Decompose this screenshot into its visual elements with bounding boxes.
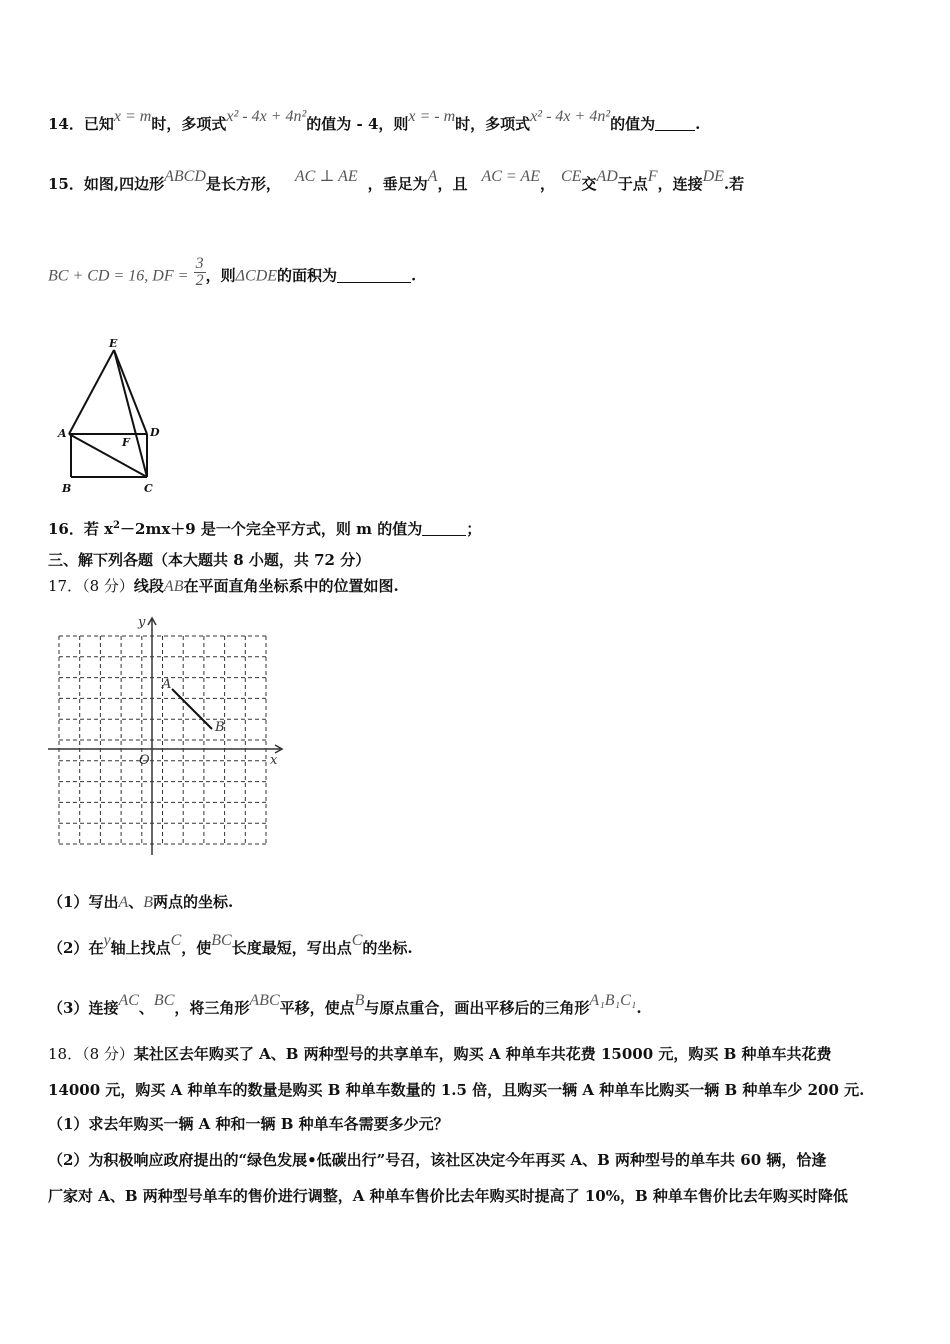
point-label-f: F: [122, 436, 130, 449]
q15-text: 的面积为: [277, 266, 338, 285]
q17-text: 、: [128, 893, 144, 911]
q18-score: （8 分）: [82, 1045, 134, 1063]
q17-text: 连接: [88, 999, 119, 1017]
q17-score: （8 分）: [82, 577, 134, 595]
q17-text: 在: [88, 939, 104, 957]
q17-math-ab: AB: [163, 578, 184, 595]
fraction-numerator: 3: [195, 255, 204, 272]
segment-ea: [69, 350, 114, 434]
q15-math-ac-eq-ae: AC = AE: [481, 168, 540, 185]
q17-text: 线段: [133, 577, 164, 595]
q17-math: C: [170, 932, 182, 949]
q17-math: y: [103, 932, 111, 949]
q14-text: 的值为 - 4，则: [306, 115, 409, 133]
q17-text: 的坐标.: [362, 939, 413, 957]
question-17: [48, 576, 399, 597]
q17-math: C: [351, 932, 363, 949]
q17-text: .: [636, 999, 642, 1017]
q17-math: A: [118, 894, 129, 911]
q17-text: 在平面直角坐标系中的位置如图.: [183, 577, 399, 595]
question-15-cont: [48, 255, 417, 293]
q15-fraction: [194, 256, 206, 289]
q17-text: 平移，使点: [279, 999, 355, 1017]
question-17-part-2: [48, 932, 413, 959]
q14-text: 已知: [83, 115, 114, 133]
q15-text: 交: [581, 175, 597, 193]
fraction-denominator: 2: [195, 272, 204, 289]
point-label-b: B: [215, 720, 225, 735]
part-label: （2）: [48, 939, 89, 957]
q14-math-x-eq-m: x = m: [113, 108, 152, 125]
segment-ec: [114, 350, 147, 477]
point-label-c: C: [144, 482, 153, 495]
q15-text: 如图,四边形: [83, 175, 165, 193]
point-label-d: D: [150, 426, 160, 439]
q15-text: ，连接: [657, 175, 703, 193]
q15-math-ad: AD: [596, 168, 618, 185]
q15-text: .若: [723, 175, 745, 193]
question-15: [48, 168, 745, 195]
q14-text: 时，多项式: [455, 115, 531, 133]
figure-15-geometry: [52, 332, 172, 497]
q16-number: 16．: [48, 520, 84, 538]
point-label-a: A: [58, 427, 67, 440]
answer-blank: [655, 116, 695, 131]
q15-text: ，且: [437, 175, 468, 193]
q16-text: －2mx＋9 是一个完全平方式，则 m 的值为: [120, 520, 423, 538]
point-label-e: E: [109, 337, 118, 350]
question-17-part-1: [48, 892, 233, 913]
q17-math: A₁B₁C₁: [589, 992, 637, 1009]
q15-text: 是长方形，: [205, 175, 281, 193]
q17-text: ，使: [181, 939, 212, 957]
question-18-part-2-line-1: （2）为积极响应政府提出的“绿色发展•低碳出行”号召，该社区决定今年再买 A、B 两种型号的单车共 60 辆，恰逢: [48, 1151, 827, 1169]
q17-text: 两点的坐标.: [153, 893, 234, 911]
question-18-part-1: （1）求去年购买一辆 A 种和一辆 B 种单车各需要多少元？: [48, 1115, 449, 1133]
segment-ac: [69, 434, 147, 477]
answer-blank: [337, 268, 411, 283]
segment-ed: [114, 350, 147, 434]
q17-math: AC: [118, 992, 139, 1009]
part-label: （1）: [48, 893, 89, 911]
q14-text: .: [695, 115, 701, 133]
q15-text: .: [411, 266, 417, 285]
q17-text: 写出: [88, 893, 119, 911]
q15-text: ，垂足为: [367, 175, 428, 193]
q17-math: BC: [153, 992, 175, 1009]
q17-math: ABC: [249, 992, 280, 1009]
q14-text: 时，多项式: [151, 115, 227, 133]
q17-math: B: [354, 992, 365, 1009]
question-18-line-1: [48, 1044, 832, 1064]
q17-math: B: [143, 894, 154, 911]
figure-17-coordinate-grid: [44, 612, 289, 858]
q15-math-abcd: ABCD: [164, 168, 206, 185]
q15-text: ，则: [205, 266, 236, 285]
q16-text: ；: [466, 520, 482, 538]
origin-label: O: [139, 753, 150, 768]
question-18-line-2: 14000 元，购买 A 种单车的数量是购买 B 种单车数量的 1.5 倍，且购买一辆 A 种单车比购买一辆 B 种单车少 200 元.: [48, 1081, 865, 1099]
q15-math-f: F: [647, 168, 658, 185]
question-16: [48, 516, 481, 539]
part-label: （3）: [48, 999, 89, 1017]
q14-text: 的值为: [610, 115, 656, 133]
q17-math: BC: [211, 932, 232, 949]
segment-ab: [172, 689, 212, 729]
question-14: [48, 108, 701, 135]
q14-polynomial-2: x² - 4x + 4n²: [530, 108, 611, 125]
q18-number: 18．: [48, 1045, 83, 1063]
q15-math-triangle: ΔCDE: [235, 267, 278, 285]
question-18-part-2-line-2: 厂家对 A、B 两种型号单车的售价进行调整，A 种单车售价比去年购买时提高了 10%，B 种单车售价比去年购买时降低: [48, 1187, 848, 1205]
y-axis-label: y: [138, 615, 146, 630]
q15-condition: BC + CD = 16, DF =: [48, 267, 189, 285]
x-axis-label: x: [270, 753, 278, 768]
q17-text: 轴上找点: [110, 939, 171, 957]
q15-math-perp: AC ⊥ AE: [294, 168, 358, 185]
q15-math-a: A: [427, 168, 438, 185]
q15-text: ，: [539, 175, 555, 193]
q18-text: 某社区去年购买了 A、B 两种型号的共享单车，购买 A 种单车共花费 15000 元，购买 B 种单车共花费: [133, 1045, 832, 1063]
answer-blank: [422, 521, 466, 536]
q15-math-de: DE: [702, 168, 724, 185]
q15-number: 15．: [48, 175, 84, 193]
q14-math-x-eq-neg-m: x = - m: [408, 108, 456, 125]
q15-text: 于点: [617, 175, 648, 193]
q17-text: ，将三角形: [174, 999, 250, 1017]
section-3-title: 三、解下列各题（本大题共 8 小题，共 72 分）: [48, 551, 371, 569]
q17-text: 长度最短，写出点: [231, 939, 352, 957]
q16-exponent: 2: [113, 520, 121, 531]
q17-number: 17．: [48, 577, 83, 595]
q14-polynomial: x² - 4x + 4n²: [226, 108, 307, 125]
point-label-b: B: [62, 482, 72, 495]
q17-text: 、: [138, 999, 154, 1017]
q17-text: 与原点重合，画出平移后的三角形: [364, 999, 590, 1017]
question-17-part-3: [48, 992, 642, 1019]
q14-number: 14．: [48, 115, 84, 133]
point-label-a: A: [162, 677, 172, 692]
q16-text: 若 x: [83, 520, 114, 538]
q15-math-ce: CE: [560, 168, 582, 185]
